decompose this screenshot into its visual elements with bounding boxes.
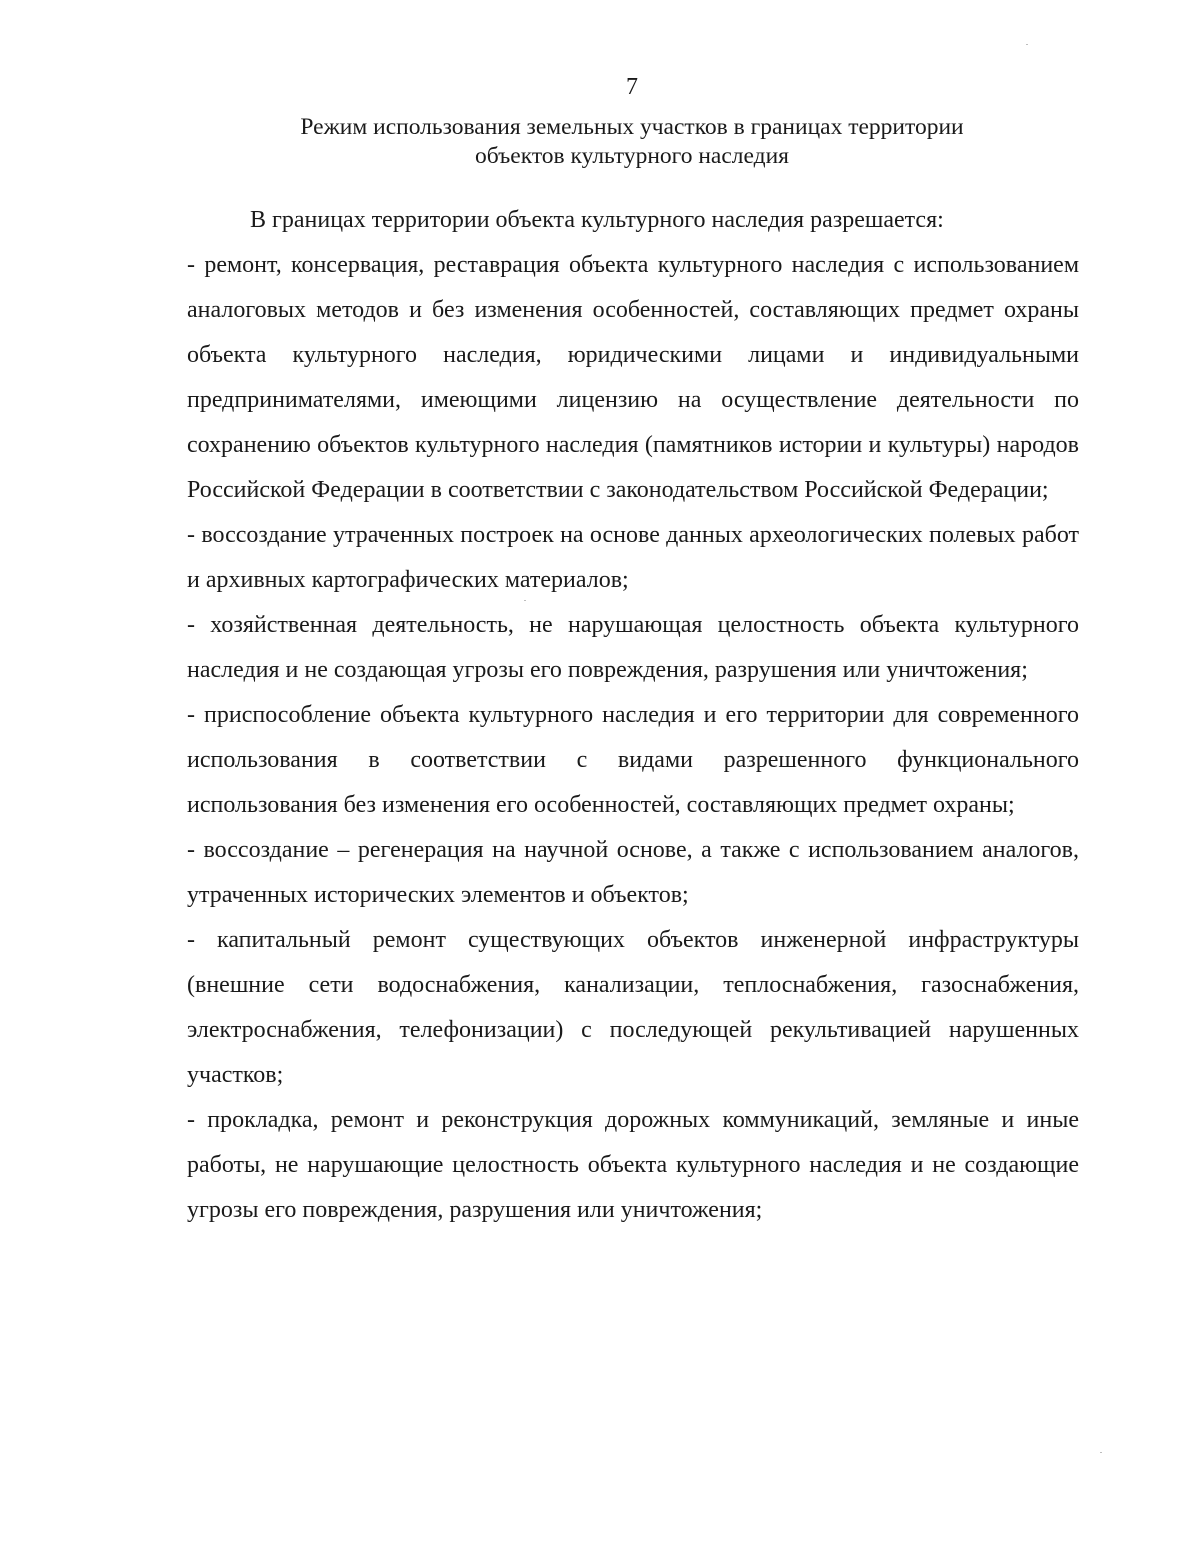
scan-speck bbox=[1026, 44, 1028, 45]
list-item-regeneration: - воссоздание – регенерация на научной основе, а также с использованием аналогов, утраченных исторических элементов и объектов; bbox=[187, 837, 1079, 908]
list-item-capital-repair: - капитальный ремонт существующих объектов инженерной инфраструктуры (внешние сети водоснабжения, канализации, теплоснабжения, газоснабжения, электроснабжения, телефонизации) с последующей рекультивацией нарушенных участков; bbox=[187, 927, 1079, 1088]
section-heading-line-1: Режим использования земельных участков в границах территории bbox=[300, 114, 964, 140]
list-item-adaptation: - приспособление объекта культурного наследия и его территории для современного использования в соответствии с видами разрешенного функционального использования без изменения его особенностей, составляющих предмет охраны; bbox=[187, 702, 1079, 818]
list-item-road-works: - прокладка, ремонт и реконструкция дорожных коммуникаций, земляные и иные работы, не нарушающие целостность объекта культурного наследия и не создающие угрозы его повреждения, разрушения или уничтожения; bbox=[187, 1107, 1079, 1223]
list-item-repair: - ремонт, консервация, реставрация объекта культурного наследия с использованием аналоговых методов и без изменения особенностей, составляющих предмет охраны объекта культурного наследия, юридическими лицами и индивидуальными предпринимателями, имеющими лицензию на осуществление деятельности по сохранению объектов культурного наследия (памятников истории и культуры) народов Российской Федерации в соответствии с законодательством Российской Федерации; bbox=[187, 252, 1079, 503]
page-number: 7 bbox=[626, 74, 638, 100]
scan-speck bbox=[1100, 1452, 1102, 1453]
list-item-reconstruction-buildings: - воссоздание утраченных построек на основе данных археологических полевых работ и архивных картографических материалов; bbox=[187, 522, 1079, 593]
scan-speck bbox=[524, 600, 526, 601]
intro-paragraph: В границах территории объекта культурного наследия разрешается: bbox=[250, 207, 944, 233]
list-item-economic-activity: - хозяйственная деятельность, не нарушающая целостность объекта культурного наследия и не создающая угрозы его повреждения, разрушения или уничтожения; bbox=[187, 612, 1079, 683]
section-heading-line-2: объектов культурного наследия bbox=[475, 143, 789, 169]
section-heading bbox=[200, 113, 1064, 171]
document-body bbox=[187, 198, 1079, 1233]
